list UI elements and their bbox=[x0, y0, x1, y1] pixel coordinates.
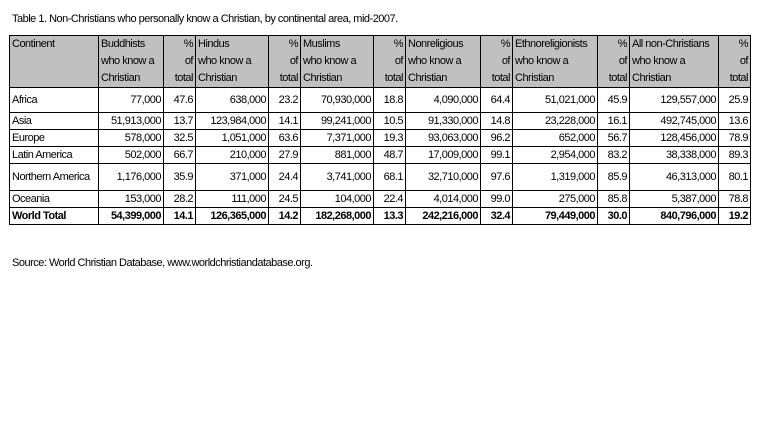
cell-count: 99,241,000 bbox=[301, 113, 374, 130]
cell-percent: 78.9 bbox=[719, 130, 751, 147]
header-pct: % bbox=[269, 36, 301, 54]
header-subline: Christian bbox=[196, 70, 269, 88]
header-subline: who know a bbox=[196, 53, 269, 70]
cell-count: 32,710,000 bbox=[406, 164, 481, 191]
header-pct: % bbox=[374, 36, 406, 54]
cell-percent: 24.5 bbox=[269, 191, 301, 208]
cell-percent: 80.1 bbox=[719, 164, 751, 191]
cell-percent: 35.9 bbox=[164, 164, 196, 191]
header-buddhists: Buddhists bbox=[99, 36, 164, 54]
cell-percent: 16.1 bbox=[598, 113, 630, 130]
cell-percent: 30.0 bbox=[598, 208, 630, 225]
header-hindus: Hindus bbox=[196, 36, 269, 54]
cell-percent: 63.6 bbox=[269, 130, 301, 147]
header-subline: who know a bbox=[513, 53, 598, 70]
cell-percent: 83.2 bbox=[598, 147, 630, 164]
cell-count: 210,000 bbox=[196, 147, 269, 164]
header-pct-line2: of bbox=[374, 53, 406, 70]
table-row-total bbox=[10, 208, 751, 225]
header-subline: Christian bbox=[406, 70, 481, 88]
cell-percent: 13.3 bbox=[374, 208, 406, 225]
cell-percent: 24.4 bbox=[269, 164, 301, 191]
header-continent-line2 bbox=[10, 53, 99, 70]
data-table bbox=[9, 35, 751, 225]
row-continent: Northern America bbox=[10, 164, 99, 191]
cell-count: 7,371,000 bbox=[301, 130, 374, 147]
cell-percent: 14.8 bbox=[481, 113, 513, 130]
cell-percent: 28.2 bbox=[164, 191, 196, 208]
header-pct-line3: total bbox=[269, 70, 301, 88]
header-ethnoreligionists: Ethnoreligionists bbox=[513, 36, 598, 54]
header-pct-line2: of bbox=[598, 53, 630, 70]
cell-percent: 47.6 bbox=[164, 88, 196, 113]
table-header bbox=[10, 36, 751, 88]
header-subline: Christian bbox=[301, 70, 374, 88]
cell-percent: 45.9 bbox=[598, 88, 630, 113]
cell-count: 51,913,000 bbox=[99, 113, 164, 130]
cell-count: 578,000 bbox=[99, 130, 164, 147]
table-caption: Table 1. Non-Christians who personally know a Christian, by continental area, mid-2007. bbox=[12, 13, 398, 25]
table-row bbox=[10, 88, 751, 113]
cell-percent: 19.2 bbox=[719, 208, 751, 225]
row-continent: Latin America bbox=[10, 147, 99, 164]
cell-count: 1,319,000 bbox=[513, 164, 598, 191]
cell-percent: 89.3 bbox=[719, 147, 751, 164]
cell-percent: 27.9 bbox=[269, 147, 301, 164]
table-row bbox=[10, 164, 751, 191]
cell-count: 881,000 bbox=[301, 147, 374, 164]
header-pct-line2: of bbox=[719, 53, 751, 70]
cell-percent: 32.5 bbox=[164, 130, 196, 147]
header-pct-line3: total bbox=[481, 70, 513, 88]
cell-count: 1,051,000 bbox=[196, 130, 269, 147]
header-subline: Christian bbox=[630, 70, 719, 88]
header-subline: who know a bbox=[630, 53, 719, 70]
cell-percent: 48.7 bbox=[374, 147, 406, 164]
header-pct: % bbox=[598, 36, 630, 54]
cell-count: 2,954,000 bbox=[513, 147, 598, 164]
header-subline: Christian bbox=[99, 70, 164, 88]
cell-percent: 22.4 bbox=[374, 191, 406, 208]
cell-percent: 99.0 bbox=[481, 191, 513, 208]
cell-count: 79,449,000 bbox=[513, 208, 598, 225]
cell-count: 77,000 bbox=[99, 88, 164, 113]
cell-count: 93,063,000 bbox=[406, 130, 481, 147]
cell-count: 46,313,000 bbox=[630, 164, 719, 191]
cell-count: 4,014,000 bbox=[406, 191, 481, 208]
cell-percent: 78.8 bbox=[719, 191, 751, 208]
header-subline: who know a bbox=[301, 53, 374, 70]
cell-percent: 14.2 bbox=[269, 208, 301, 225]
cell-percent: 32.4 bbox=[481, 208, 513, 225]
cell-count: 23,228,000 bbox=[513, 113, 598, 130]
table-row bbox=[10, 113, 751, 130]
header-pct-line3: total bbox=[374, 70, 406, 88]
cell-count: 275,000 bbox=[513, 191, 598, 208]
header-subline: who know a bbox=[99, 53, 164, 70]
cell-count: 638,000 bbox=[196, 88, 269, 113]
cell-count: 17,009,000 bbox=[406, 147, 481, 164]
table-row bbox=[10, 130, 751, 147]
cell-percent: 85.9 bbox=[598, 164, 630, 191]
cell-count: 128,456,000 bbox=[630, 130, 719, 147]
cell-count: 652,000 bbox=[513, 130, 598, 147]
cell-count: 153,000 bbox=[99, 191, 164, 208]
source-note: Source: World Christian Database, www.worldchristiandatabase.org. bbox=[12, 257, 313, 269]
cell-percent: 13.6 bbox=[719, 113, 751, 130]
header-subline: Christian bbox=[513, 70, 598, 88]
cell-percent: 68.1 bbox=[374, 164, 406, 191]
header-nonreligious: Nonreligious bbox=[406, 36, 481, 54]
cell-count: 502,000 bbox=[99, 147, 164, 164]
cell-percent: 97.6 bbox=[481, 164, 513, 191]
header-pct: % bbox=[164, 36, 196, 54]
cell-count: 371,000 bbox=[196, 164, 269, 191]
cell-percent: 18.8 bbox=[374, 88, 406, 113]
table-body bbox=[10, 88, 751, 225]
cell-percent: 96.2 bbox=[481, 130, 513, 147]
cell-count: 38,338,000 bbox=[630, 147, 719, 164]
cell-count: 51,021,000 bbox=[513, 88, 598, 113]
header-pct-line2: of bbox=[481, 53, 513, 70]
cell-percent: 14.1 bbox=[164, 208, 196, 225]
cell-count: 54,399,000 bbox=[99, 208, 164, 225]
header-continent: Continent bbox=[10, 36, 99, 54]
cell-count: 242,216,000 bbox=[406, 208, 481, 225]
row-continent: Asia bbox=[10, 113, 99, 130]
header-subline: who know a bbox=[406, 53, 481, 70]
header-all-non-christians: All non-Christians bbox=[630, 36, 719, 54]
cell-percent: 56.7 bbox=[598, 130, 630, 147]
cell-count: 123,984,000 bbox=[196, 113, 269, 130]
cell-count: 4,090,000 bbox=[406, 88, 481, 113]
header-pct: % bbox=[481, 36, 513, 54]
cell-percent: 64.4 bbox=[481, 88, 513, 113]
cell-count: 104,000 bbox=[301, 191, 374, 208]
cell-count: 182,268,000 bbox=[301, 208, 374, 225]
header-pct-line2: of bbox=[164, 53, 196, 70]
cell-percent: 85.8 bbox=[598, 191, 630, 208]
cell-percent: 10.5 bbox=[374, 113, 406, 130]
cell-count: 5,387,000 bbox=[630, 191, 719, 208]
cell-percent: 25.9 bbox=[719, 88, 751, 113]
row-continent: World Total bbox=[10, 208, 99, 225]
cell-count: 91,330,000 bbox=[406, 113, 481, 130]
cell-percent: 66.7 bbox=[164, 147, 196, 164]
cell-percent: 99.1 bbox=[481, 147, 513, 164]
header-pct-line2: of bbox=[269, 53, 301, 70]
row-continent: Africa bbox=[10, 88, 99, 113]
header-muslims: Muslims bbox=[301, 36, 374, 54]
cell-percent: 19.3 bbox=[374, 130, 406, 147]
header-pct-line3: total bbox=[719, 70, 751, 88]
table-row bbox=[10, 147, 751, 164]
header-continent-line3 bbox=[10, 70, 99, 88]
cell-percent: 13.7 bbox=[164, 113, 196, 130]
cell-count: 111,000 bbox=[196, 191, 269, 208]
cell-count: 3,741,000 bbox=[301, 164, 374, 191]
row-continent: Europe bbox=[10, 130, 99, 147]
cell-count: 840,796,000 bbox=[630, 208, 719, 225]
cell-count: 70,930,000 bbox=[301, 88, 374, 113]
cell-count: 492,745,000 bbox=[630, 113, 719, 130]
header-pct-line3: total bbox=[164, 70, 196, 88]
table-row bbox=[10, 191, 751, 208]
header-pct-line3: total bbox=[598, 70, 630, 88]
row-continent: Oceania bbox=[10, 191, 99, 208]
cell-count: 129,557,000 bbox=[630, 88, 719, 113]
cell-count: 1,176,000 bbox=[99, 164, 164, 191]
cell-count: 126,365,000 bbox=[196, 208, 269, 225]
cell-percent: 23.2 bbox=[269, 88, 301, 113]
cell-percent: 14.1 bbox=[269, 113, 301, 130]
header-pct: % bbox=[719, 36, 751, 54]
